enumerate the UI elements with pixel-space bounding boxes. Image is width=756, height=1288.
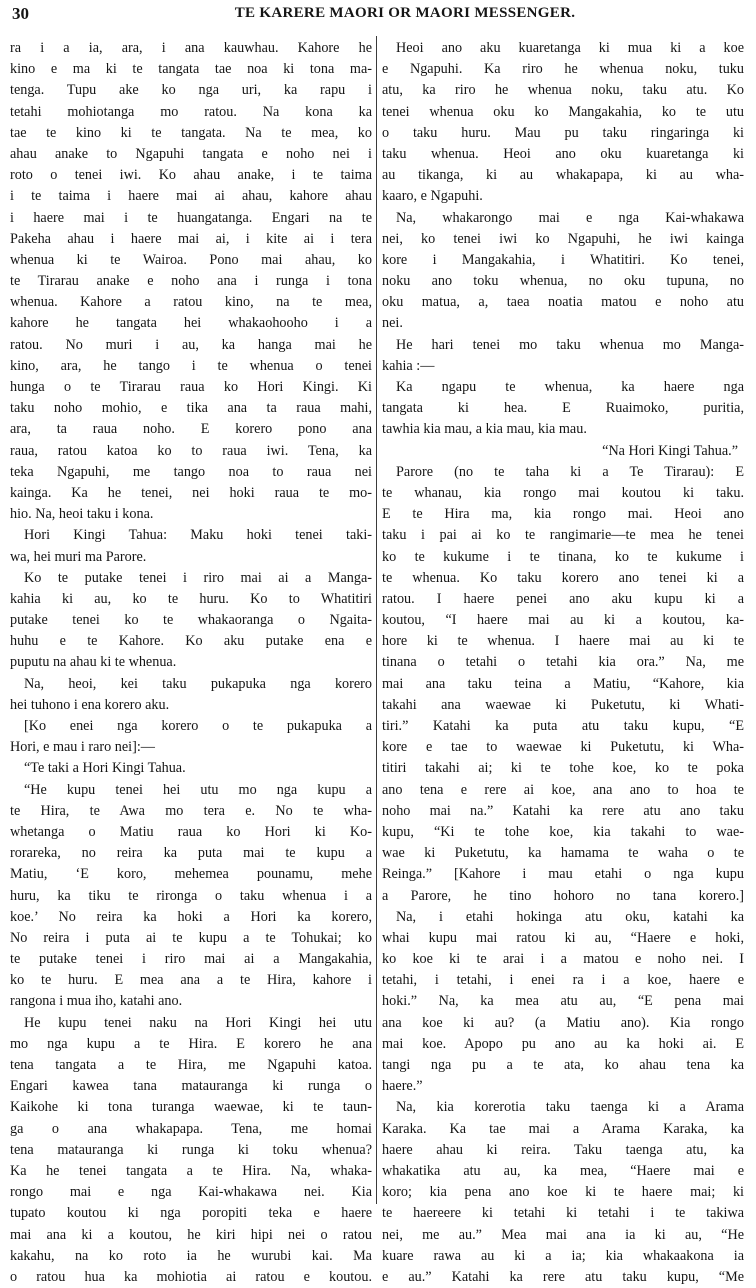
text-line: koro; kia pena ano koe ki te haere mai; ki [382, 1184, 744, 1201]
text-line: “Te taki a Hori Kingi Tahua. [24, 760, 186, 777]
text-line: e au.” Katahi ka rere atu taku kupu, “Me [382, 1268, 744, 1285]
text-line: Na, heoi, kei taku pukapuka nga korero [24, 675, 372, 692]
text-line: Parore (no te taha ki a Te Tirarau): E [396, 463, 744, 480]
text-line: hunga o te Tirarau raua ko Hori Kingi. Ki [10, 379, 372, 395]
text-line: tae te kino ki te tangata. Na te mea, ko [10, 124, 372, 141]
text-line: taku whenua. Heoi ano oku kuaretanga ki [382, 145, 744, 162]
text-line: noku ano toku whenua, no oku tupuna, no [382, 273, 744, 290]
text-line: wae ki Puketutu, ka hamama te waha o te [382, 845, 744, 862]
text-line: kahia :— [382, 357, 435, 374]
text-line: taku noho mohio, e tika ana ta raua mahi, [10, 400, 372, 417]
text-line: kakahu, na ko roto ia he wurubi kai. Ma [10, 1247, 372, 1264]
text-line: huru, ka tiku te rironga o taku whenua i a [10, 887, 372, 904]
right-column [382, 38, 744, 1285]
text-line: whenua. Kahore a ratou kino, na te mea, [10, 294, 372, 311]
text-line: te whenua. Ko taku korero ano tenei ki a [382, 569, 744, 586]
text-line: oku matua, a, taea noatia matou e noho atu [382, 294, 744, 311]
text-line: tetahi, i tetahi, i enei ra i a koe, haere e [382, 972, 744, 989]
text-line: rorareka, no reira ka puta mai te kupu a [10, 845, 372, 862]
text-line: Matiu, ‘E koro, mehemea pounamu, mehe [10, 866, 372, 883]
text-line: rongo mai e nga Kai-whakawa nei. Kia [10, 1184, 372, 1201]
text-line: He hari tenei mo taku whenua mo Manga- [396, 336, 744, 353]
text-line: Hori Kingi Tahua: Maku hoki tenei taki- [24, 527, 372, 544]
text-line: koe.’ No reira ka hoki a Hori ka korero, [10, 908, 372, 925]
text-line: mo nga kupu a te Hira. E korero he ana [10, 1035, 372, 1052]
text-line: whenua ki te Wairoa. Pono mai ahau, ko [10, 251, 372, 268]
text-line: ahau anake to Ngapuhi tangata e noho nei i [10, 145, 372, 162]
text-line: tetahi mohiotanga mo ratou. Na kona ka [10, 103, 372, 120]
text-line: rangona i mua iho, katahi ano. [10, 993, 183, 1010]
text-line: o ratou hua ka mohiotia ai ratou e koutou. [10, 1268, 372, 1285]
text-line: Na, i etahi hokinga atu oku, katahi ka [396, 908, 744, 925]
text-line: Karaka. Ka tae mai a Arama Karaka, ka [382, 1120, 744, 1137]
text-line: ra i a ia, ara, i ana kauwhau. Kahore he [10, 40, 372, 56]
text-line: Kaikohe ki tona turanga waewae, ki te taun- [10, 1099, 372, 1116]
text-line: tinana o tetahi o tetahi kia ora.” Na, me [382, 654, 744, 671]
text-line: “Na Hori Kingi Tahua.” [602, 442, 738, 459]
text-line: te whanau, kia rongo mai koutou ki taku. [382, 484, 744, 501]
text-line: tenei whenua oku ko Mangakahia, ko te utu [382, 103, 744, 120]
text-line: Na, kia korerotia taku taenga ki a Arama [396, 1099, 744, 1116]
text-line: titiri takahi ai; ki te tohe koe, ko te poka [382, 760, 744, 777]
text-line: taku i pai ai ko te rangimarie—te mea he tenei [382, 527, 744, 544]
text-line: kore e tae to waewae ki Puketutu, ki Wha- [382, 739, 744, 756]
text-line: mai ana taku teina a Matiu, “Kahore, kia [382, 675, 744, 692]
text-line: haere ahau ki reira. Taku taenga atu, ka [382, 1141, 744, 1158]
page-header [10, 4, 748, 28]
text-line: tiri.” Katahi ka puta atu taku kupu, “E [382, 718, 744, 734]
text-line: putake tenei ko te whakaoranga o Ngaita- [10, 612, 372, 629]
text-line: Ka he tenei tangata a te Hira. Na, whaka- [10, 1162, 372, 1179]
text-line: atu, ka riro he whenua noku, taku atu. Ko [382, 82, 744, 99]
text-line: huhu e te Kahore. Ko aku putake ena e [10, 633, 372, 650]
text-line: ratou. I haere penei ano aku kupu ki a [382, 590, 744, 607]
text-line: kino e ma ki te tangata tae noa ki tona ma- [10, 61, 372, 78]
text-line: te Tirarau anake e noho ana i runga i tona [10, 273, 372, 290]
text-line: “He kupu tenei hei utu mo nga kupu a [24, 781, 372, 798]
text-line: hei tuhono i ena korero aku. [10, 696, 170, 713]
text-line: te Hira, te Awa mo tera e. No te wha- [10, 802, 372, 819]
text-line: Ka ngapu te whenua, ka haere nga [396, 379, 744, 395]
text-line: i haere mai i te huangatanga. Engari na te [10, 209, 372, 226]
text-line: ratou. No muri i au, ka hanga mai he [10, 336, 372, 353]
running-title: TE KARERE MAORI OR MAORI MESSENGER. [234, 5, 576, 21]
text-line: hio. Na, heoi taku i kona. [10, 506, 154, 523]
text-line: kupu, “Ki te tohe koe, kia takahi to wae- [382, 823, 744, 840]
text-line: ko te kukume i te tinana, ko te kukume i [382, 548, 744, 565]
text-line: e Ngapuhi. Ka riro he whenua noku, tuku [382, 61, 744, 78]
text-line: kuare rawa au ki a ia; kia whakaakona ia [382, 1247, 744, 1264]
text-line: tena matauranga ki runga ki toku whenua? [10, 1141, 372, 1158]
text-line: wa, hei muri ma Parore. [10, 548, 147, 565]
text-line: i te taima i haere mai ai ahau, kahore ahau [10, 188, 372, 205]
text-line: ga o ana whakapapa. Tena, me homai [10, 1120, 372, 1137]
text-line: Na, whakarongo mai e nga Kai-whakawa [396, 209, 744, 226]
text-line: Engari kawea tana matauranga ki runga o [10, 1078, 372, 1095]
text-line: tenga. Tupu ake ko nga uri, ka rapu i [10, 82, 372, 99]
text-line: haere.” [382, 1078, 423, 1095]
text-line: raua, ratou katoa ko to raua iwi. Tena, ka [10, 442, 372, 459]
text-line: nei, me au.” Mea mai ana ia ki au, “He [382, 1226, 744, 1243]
text-line: nei. [382, 315, 403, 332]
text-line: kahia ki au, ko te huru. Ko to Whatitiri [10, 590, 372, 607]
text-line: te haereere ki tetahi ki tetahi i te takiwa [382, 1205, 744, 1222]
text-line: ara, ta raua noho. E korero pono ana [10, 421, 372, 438]
text-line: Ko te putake tenei i riro mai ai a Manga- [24, 569, 372, 586]
text-line: mai ana ki a koutou, he kiri hipi nei o ratou [10, 1226, 372, 1243]
text-line: au tikanga, ki au whakapapa, ki au wha- [382, 167, 744, 184]
text-line: Heoi ano aku kuaretanga ki mua ki a koe [396, 40, 744, 56]
text-line: Reinga.” [Kahore i mau etahi o nga kupu [382, 866, 744, 883]
text-line: ko te huru. E mea ana a te Hira, kahore i [10, 972, 372, 989]
text-line: mai koe. Apopo pu ano au ka hoki ai. E [382, 1035, 744, 1052]
text-line: Hori, e mau i raro nei]:— [10, 739, 155, 756]
text-line: kahore he tangata hei whakaohooho i a [10, 315, 372, 332]
text-line: kino, ara, he tango i te whenua o tenei [10, 357, 372, 374]
text-line: tangata ki hea. E Ruaimoko, puritia, [382, 400, 744, 417]
text-line: ano tena e rere ai koe, ana ano to hoa te [382, 781, 744, 798]
text-line: roto o tenei iwi. Ko ahau anake, i te taima [10, 167, 372, 184]
text-line: whai kupu mai ratou ki au, “Haere e hoki, [382, 929, 744, 946]
text-line: No reira i puta ai te kupu a te Tohukai; ko [10, 929, 372, 946]
text-line: tupato koutou ki nga poropiti teka e haere [10, 1205, 372, 1222]
text-line: a Parore, he tino hohoro no tana korero.] [382, 887, 744, 904]
text-line: tena tangata a te Hira, me Ngapuhi katoa. [10, 1057, 372, 1073]
text-line: [Ko enei nga korero o te pukapuka a [24, 718, 372, 734]
text-line: hore ki te whenua. I haere mai au ki te [382, 633, 744, 650]
text-line: He kupu tenei naku na Hori Kingi hei utu [24, 1014, 372, 1031]
text-line: teka Ngapuhi, me tango noa to raua nei [10, 463, 372, 480]
text-line: E te Hira ma, kia rongo mai. Heoi ano [382, 506, 744, 523]
text-line: o taku huru. Mau pu taku ringaringa ki [382, 124, 744, 141]
text-line: whakatika atu au, ka mea, “Haere mai e [382, 1162, 744, 1179]
text-line: te putake tenei i riro mai ai a Mangakahia, [10, 951, 372, 968]
text-line: ana koe ki au? (a Matiu ano). Kia rongo [382, 1014, 744, 1031]
text-line: koutou, “I haere mai au ki a koutou, ka- [382, 612, 744, 629]
text-line: kaaro, e Ngapuhi. [382, 188, 483, 205]
text-line: takahi ana waewae ki Puketutu, ki Whati- [382, 696, 744, 713]
column-divider [376, 36, 377, 1204]
text-line: whetanga o Matiu raua ko Hori ki Ko- [10, 823, 372, 840]
text-line: nei, ko tenei iwi ko Ngapuhi, he iwi kainga [382, 230, 744, 247]
text-line: kainga. Ka he tenei, nei hoki raua te mo- [10, 484, 372, 501]
text-line: kore i Mangakahia, i Whatitiri. Ko tenei, [382, 251, 744, 268]
text-line: ko koe ki te arai i a matou e noho nei. I [382, 951, 744, 968]
text-line: tawhia kia mau, a kia mau, kia mau. [382, 421, 587, 438]
text-line: Pakeha ahau i haere mai ai, i kite ai i tera [10, 230, 372, 247]
left-column [10, 38, 372, 1285]
page-number: 30 [12, 4, 29, 23]
text-line: noho mai na.” Katahi ka rere atu ano taku [382, 802, 744, 819]
text-line: hoki.” Na, ka mea atu au, “E pena mai [382, 993, 744, 1010]
text-line: puputu na ahau ki te whenua. [10, 654, 177, 671]
text-line: tangi nga pu a te ata, ko ahau tena ka [382, 1057, 744, 1073]
